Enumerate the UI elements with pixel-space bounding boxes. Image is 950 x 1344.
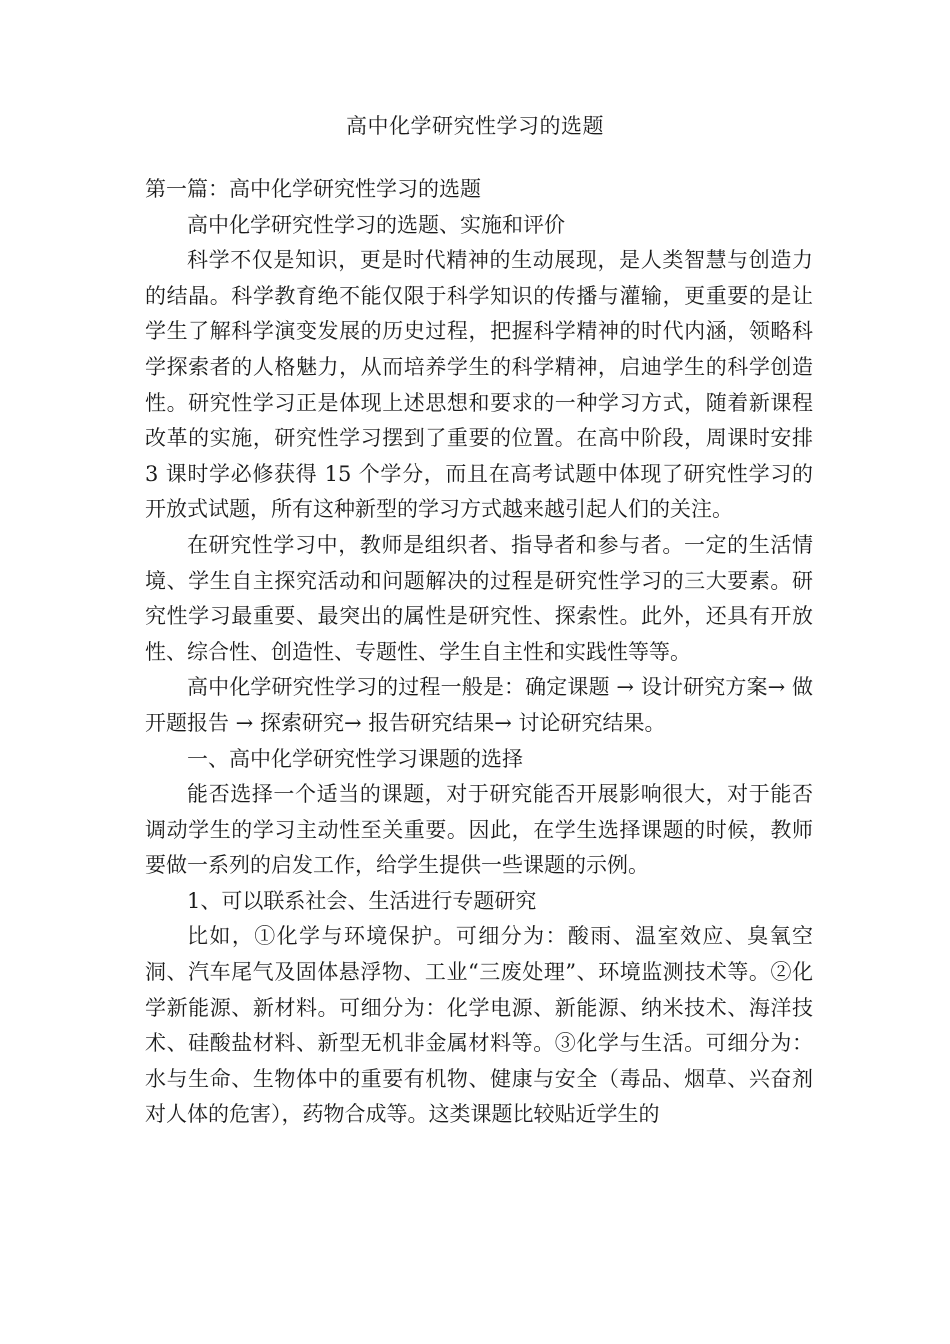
paragraph-subtitle: 高中化学研究性学习的选题、实施和评价 [187, 212, 565, 237]
paragraph: 比如，①化学与环境保护。可细分为：酸雨、温室效应、臭氧空洞、汽车尾气及固体悬浮物、工业“三废处理”、环境监测技术等。②化学新能源、新材料。可细分为：化学电源、新能源、纳米技术、海洋技术、硅酸盐材料、新型无机非金属材料等。③化学与生活。可细分为：水与生命、生物体中的重要有机物、健康与安全（毒品、烟草、兴奋剂对人体的危害），药物合成等。这类课题比较贴近学生的 [145, 924, 813, 1127]
document-title: 高中化学研究性学习的选题 [346, 114, 604, 138]
paragraph: 科学不仅是知识，更是时代精神的生动展现，是人类智慧与创造力的结晶。科学教育绝不能仅限于科学知识的传播与灌输，更重要的是让学生了解科学演变发展的历史过程，把握科学精神的时代内涵，领略科学探索者的人格魅力，从而培养学生的科学精神，启迪学生的科学创造性。研究性学习正是体现上述思想和要求的一种学习方式，随着新课程改革的实施，研究性学习摆到了重要的位置。在高中阶段，周课时安排 3 课时学必修获得 15 个学分，而且在高考试题中体现了研究性学习的开放式试题，所有这种新型的学习方式越来越引起人们的关注。 [145, 248, 813, 522]
paragraph-heading: 第一篇：高中化学研究性学习的选题 [145, 177, 481, 201]
subsection-heading: 1、可以联系社会、生活进行专题研究 [187, 888, 537, 913]
paragraph: 高中化学研究性学习的过程一般是：确定课题 → 设计研究方案→ 做开题报告 → 探索研究→ 报告研究结果→ 讨论研究结果。 [145, 675, 813, 735]
paragraph: 在研究性学习中，教师是组织者、指导者和参与者。一定的生活情境、学生自主探究活动和问题解决的过程是研究性学习的三大要素。研究性学习最重要、最突出的属性是研究性、探索性。此外，还具有开放性、综合性、创造性、专题性、学生自主性和实践性等等。 [145, 532, 813, 664]
document-body [145, 172, 813, 1133]
section-heading: 一、高中化学研究性学习课题的选择 [187, 746, 523, 771]
paragraph: 能否选择一个适当的课题，对于研究能否开展影响很大，对于能否调动学生的学习主动性至关重要。因此，在学生选择课题的时候，教师要做一系列的启发工作，给学生提供一些课题的示例。 [145, 782, 813, 878]
